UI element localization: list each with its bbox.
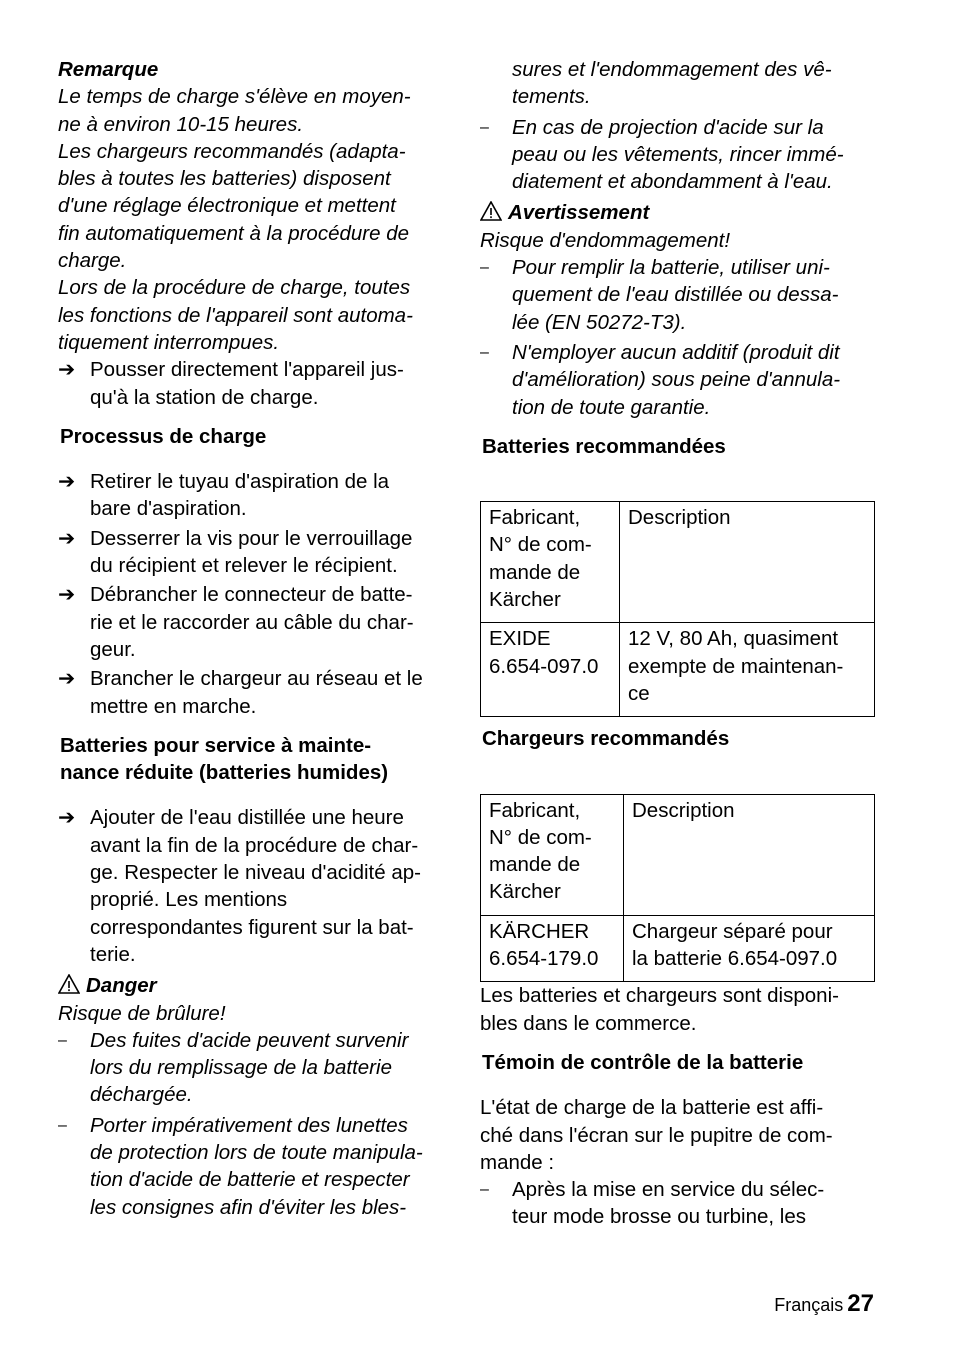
warning-item	[480, 254, 880, 336]
arrow-icon: ➔	[58, 358, 76, 382]
danger-title: Danger	[86, 974, 157, 998]
step-line: Retirer le tuyau d'aspiration de la	[90, 470, 390, 494]
step-charge	[58, 581, 458, 663]
item-line: Après la mise en service du sélec-	[512, 1178, 825, 1202]
item-line: lors du remplissage de la batterie	[90, 1056, 392, 1080]
item-line: sures et l'endommagement des vê-	[512, 58, 832, 81]
table-header-row	[481, 794, 875, 915]
table-cell: EXIDE 6.654-097.0	[481, 623, 620, 717]
dash-bullet: –	[480, 259, 489, 277]
arrow-icon: ➔	[58, 526, 76, 550]
step-line: bare d'aspiration.	[90, 497, 247, 521]
dash-bullet: –	[480, 118, 489, 136]
arrow-icon: ➔	[58, 806, 76, 830]
warning-item	[480, 339, 880, 421]
table-header-row	[481, 502, 875, 623]
note-line: Lors de la procédure de charge, toutes	[58, 276, 411, 300]
step-water	[58, 804, 458, 968]
item-line: tion de toute garantie.	[512, 395, 711, 419]
note-line: les fonctions de l'appareil sont automa-	[58, 303, 413, 327]
heading-line: Batteries pour service à mainte-	[60, 733, 372, 757]
table-row	[481, 623, 875, 717]
note-line: charge.	[58, 249, 127, 273]
step-line: avant la fin de la procédure de char-	[90, 833, 419, 857]
heading-battery-indicator: Témoin de contrôle de la batterie	[482, 1050, 804, 1074]
table-header-cell: Description	[620, 502, 875, 623]
dash-bullet: –	[58, 1116, 67, 1134]
note-line: bles à toutes les batteries) disposent	[58, 167, 391, 191]
item-line: peau ou les vêtements, rincer immé-	[512, 142, 844, 166]
warning-subtitle: Risque d'endommagement!	[480, 228, 731, 252]
batteries-table	[480, 501, 875, 717]
item-line: quement de l'eau distillée ou dessa-	[512, 283, 839, 307]
note-line: d'une réglage électronique et mettent	[58, 194, 396, 218]
arrow-icon: ➔	[58, 667, 76, 691]
heading-recommended-batteries: Batteries recommandées	[482, 434, 726, 458]
step-line: proprié. Les mentions	[90, 888, 288, 912]
arrow-icon: ➔	[58, 470, 76, 494]
dash-bullet: –	[480, 343, 489, 361]
step-line: mettre en marche.	[90, 694, 257, 718]
step-line: Pousser directement l'appareil jus-	[90, 358, 404, 382]
heading-wet-batteries	[60, 732, 458, 787]
step-charge	[58, 468, 458, 523]
item-line: diatement et abondamment à l'eau.	[512, 170, 833, 194]
table-header-cell: Description	[624, 794, 875, 915]
step-push	[58, 356, 458, 411]
table-cell: KÄRCHER 6.654-179.0	[481, 915, 624, 982]
item-line: teur mode brosse ou turbine, les	[512, 1205, 806, 1229]
note-line: fin automatiquement à la procédure de	[58, 221, 410, 245]
indicator-text: L'état de charge de la batterie est affi- ché dans l'écran sur le pupitre de com- mande :	[480, 1096, 833, 1174]
note-line: tiquement interrompues.	[58, 330, 280, 354]
item-line: Des fuites d'acide peuvent survenir	[90, 1028, 409, 1052]
item-line: tements.	[512, 85, 591, 109]
warning-triangle-icon	[480, 201, 502, 221]
step-line: rie et le raccorder au câble du char-	[90, 610, 414, 634]
item-line: lée (EN 50272-T3).	[512, 310, 687, 334]
danger-item	[58, 1027, 458, 1109]
heading-line: nance réduite (batteries humides)	[60, 761, 389, 785]
danger-item-continued	[480, 56, 880, 111]
note-line: ne à environ 10-15 heures.	[58, 112, 304, 136]
table-row	[481, 915, 875, 982]
danger-heading	[58, 972, 458, 999]
step-line: correspondantes figurent sur la bat-	[90, 915, 414, 939]
step-line: ge. Respecter le niveau d'acidité ap-	[90, 861, 421, 885]
right-column	[480, 56, 880, 1231]
danger-item	[480, 114, 880, 196]
step-line: geur.	[90, 637, 136, 661]
item-line: tion d'acide de batterie et respecter	[90, 1168, 410, 1192]
step-line: Brancher le chargeur au réseau et le	[90, 667, 423, 691]
page-number: 27	[847, 1290, 874, 1317]
arrow-icon: ➔	[58, 583, 76, 607]
page-footer	[774, 1290, 874, 1318]
item-line: N'employer aucun additif (produit dit	[512, 340, 840, 364]
item-line: Pour remplir la batterie, utiliser uni-	[512, 256, 830, 280]
warning-triangle-icon	[58, 974, 80, 994]
danger-item	[58, 1112, 458, 1221]
step-line: Débrancher le connecteur de batte-	[90, 583, 413, 607]
step-line: du récipient et relever le récipient.	[90, 554, 398, 578]
table-cell: Chargeur séparé pour la batterie 6.654-097.0	[624, 915, 875, 982]
note-line: Les chargeurs recommandés (adapta-	[58, 139, 406, 163]
step-charge	[58, 525, 458, 580]
note-title: Remarque	[58, 58, 159, 81]
left-column	[58, 56, 458, 1221]
heading-charge-process: Processus de charge	[60, 424, 267, 448]
table-cell: 12 V, 80 Ah, quasiment exempte de maintenan- ce	[620, 623, 875, 717]
warning-title: Avertissement	[508, 201, 650, 225]
table-header-cell: Fabricant, N° de com- mande de Kärcher	[481, 794, 624, 915]
footer-language: Français	[774, 1295, 844, 1315]
item-line: de protection lors de toute manipula-	[90, 1140, 423, 1164]
step-line: Ajouter de l'eau distillée une heure	[90, 806, 404, 830]
danger-subtitle: Risque de brûlure!	[58, 1001, 226, 1025]
item-line: les consignes afin d'éviter les bles-	[90, 1195, 407, 1219]
chargers-table	[480, 794, 875, 983]
step-line: terie.	[90, 942, 136, 966]
note-line: Le temps de charge s'élève en moyen-	[58, 85, 411, 109]
step-charge	[58, 665, 458, 720]
table-header-cell: Fabricant, N° de com- mande de Kärcher	[481, 502, 620, 623]
note-text	[58, 83, 458, 356]
heading-recommended-chargers: Chargeurs recommandés	[482, 727, 730, 751]
dash-bullet: –	[58, 1031, 67, 1049]
warning-heading	[480, 199, 880, 226]
step-line: qu'à la station de charge.	[90, 385, 319, 409]
item-line: d'amélioration) sous peine d'annula-	[512, 368, 841, 392]
item-line: déchargée.	[90, 1083, 193, 1107]
step-line: Desserrer la vis pour le verrouillage	[90, 526, 413, 550]
item-line: Porter impérativement des lunettes	[90, 1113, 408, 1137]
indicator-item	[480, 1176, 880, 1231]
availability-text: Les batteries et chargeurs sont disponi- bles dans le commerce.	[480, 984, 839, 1035]
dash-bullet: –	[480, 1181, 489, 1199]
item-line: En cas de projection d'acide sur la	[512, 115, 824, 139]
